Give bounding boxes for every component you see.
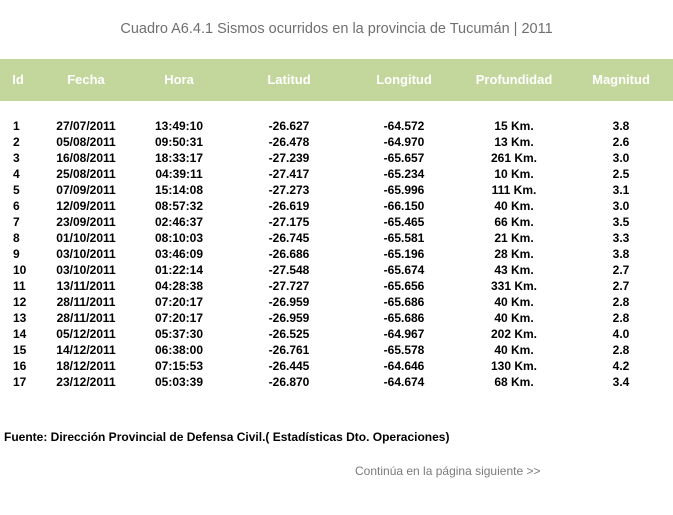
cell-fecha: 28/11/2011 <box>56 311 116 325</box>
column-header-profundidad: Profundidad <box>475 72 553 87</box>
cell-id: 2 <box>13 135 20 149</box>
table-row <box>0 246 673 262</box>
cell-id: 17 <box>13 375 27 389</box>
cell-id: 3 <box>13 151 20 165</box>
cell-hora: 09:50:31 <box>154 135 204 149</box>
table-row <box>0 166 673 182</box>
cell-hora: 08:10:03 <box>154 231 204 245</box>
cell-longitud: -64.674 <box>383 375 425 389</box>
cell-fecha: 01/10/2011 <box>56 231 116 245</box>
cell-hora: 06:38:00 <box>154 343 204 357</box>
cell-longitud: -65.581 <box>383 231 425 245</box>
cell-magnitud: 3.8 <box>612 119 630 133</box>
cell-id: 1 <box>13 119 20 133</box>
cell-latitud: -26.870 <box>268 375 310 389</box>
cell-magnitud: 3.4 <box>612 375 630 389</box>
cell-longitud: -66.150 <box>383 199 425 213</box>
cell-hora: 05:03:39 <box>154 375 204 389</box>
cell-latitud: -26.686 <box>268 247 310 261</box>
cell-fecha: 03/10/2011 <box>56 263 116 277</box>
cell-id: 7 <box>13 215 20 229</box>
column-header-longitud: Longitud <box>376 72 432 87</box>
cell-profundidad: 40 Km. <box>494 199 534 213</box>
table-row <box>0 182 673 198</box>
cell-fecha: 12/09/2011 <box>56 199 116 213</box>
table-row <box>0 118 673 134</box>
cell-latitud: -27.727 <box>268 279 310 293</box>
cell-fecha: 05/08/2011 <box>56 135 116 149</box>
cell-fecha: 14/12/2011 <box>56 343 116 357</box>
table-row <box>0 310 673 326</box>
cell-hora: 08:57:32 <box>154 199 204 213</box>
cell-longitud: -65.657 <box>383 151 425 165</box>
table-row <box>0 198 673 214</box>
cell-latitud: -26.627 <box>268 119 310 133</box>
column-header-fecha: Fecha <box>67 72 105 87</box>
continue-link[interactable]: Continúa en la página siguiente >> <box>355 464 541 478</box>
cell-hora: 02:46:37 <box>154 215 204 229</box>
cell-magnitud: 3.1 <box>612 183 630 197</box>
cell-profundidad: 202 Km. <box>490 327 538 341</box>
cell-profundidad: 68 Km. <box>494 375 534 389</box>
cell-longitud: -65.234 <box>383 167 425 181</box>
cell-longitud: -64.970 <box>383 135 425 149</box>
table-row <box>0 358 673 374</box>
cell-profundidad: 331 Km. <box>490 279 538 293</box>
table-row <box>0 262 673 278</box>
cell-magnitud: 4.0 <box>612 327 630 341</box>
cell-longitud: -65.996 <box>383 183 425 197</box>
cell-magnitud: 2.7 <box>612 263 630 277</box>
cell-hora: 07:20:17 <box>154 295 204 309</box>
cell-fecha: 28/11/2011 <box>56 295 116 309</box>
column-header-magnitud: Magnitud <box>592 72 650 87</box>
cell-fecha: 07/09/2011 <box>56 183 116 197</box>
table-row <box>0 326 673 342</box>
cell-latitud: -27.548 <box>268 263 310 277</box>
cell-magnitud: 2.8 <box>612 295 630 309</box>
cell-fecha: 03/10/2011 <box>56 247 116 261</box>
cell-hora: 13:49:10 <box>154 119 204 133</box>
cell-magnitud: 4.2 <box>612 359 630 373</box>
cell-magnitud: 3.0 <box>612 151 630 165</box>
cell-latitud: -26.619 <box>268 199 310 213</box>
cell-fecha: 13/11/2011 <box>56 279 116 293</box>
cell-longitud: -65.674 <box>383 263 425 277</box>
cell-fecha: 18/12/2011 <box>56 359 116 373</box>
table-row <box>0 134 673 150</box>
table-header <box>0 59 673 101</box>
cell-magnitud: 2.6 <box>612 135 630 149</box>
cell-profundidad: 261 Km. <box>490 151 538 165</box>
cell-id: 11 <box>13 279 26 293</box>
cell-longitud: -64.646 <box>383 359 425 373</box>
cell-latitud: -27.417 <box>268 167 310 181</box>
cell-longitud: -65.656 <box>383 279 425 293</box>
cell-id: 15 <box>13 343 27 357</box>
cell-latitud: -27.175 <box>268 215 310 229</box>
cell-latitud: -26.761 <box>268 343 310 357</box>
table-row <box>0 294 673 310</box>
cell-id: 14 <box>13 327 27 341</box>
cell-profundidad: 10 Km. <box>494 167 534 181</box>
cell-profundidad: 66 Km. <box>494 215 534 229</box>
cell-id: 9 <box>13 247 20 261</box>
cell-latitud: -26.525 <box>268 327 310 341</box>
cell-magnitud: 2.5 <box>612 167 630 181</box>
cell-longitud: -65.465 <box>383 215 425 229</box>
cell-longitud: -65.196 <box>383 247 425 261</box>
column-header-hora: Hora <box>164 72 194 87</box>
table-row <box>0 214 673 230</box>
table-row <box>0 150 673 166</box>
cell-profundidad: 111 Km. <box>491 183 537 197</box>
cell-longitud: -65.686 <box>383 295 425 309</box>
cell-profundidad: 40 Km. <box>494 295 534 309</box>
cell-longitud: -64.572 <box>383 119 425 133</box>
cell-hora: 07:15:53 <box>154 359 204 373</box>
cell-longitud: -65.686 <box>383 311 425 325</box>
cell-profundidad: 43 Km. <box>494 263 534 277</box>
cell-id: 4 <box>13 167 20 181</box>
page-title: Cuadro A6.4.1 Sismos ocurridos en la provincia de Tucumán | 2011 <box>120 21 553 37</box>
cell-hora: 04:39:11 <box>155 167 203 181</box>
cell-id: 6 <box>13 199 20 213</box>
cell-hora: 07:20:17 <box>154 311 204 325</box>
table-body <box>0 118 673 390</box>
cell-hora: 15:14:08 <box>154 183 204 197</box>
cell-fecha: 05/12/2011 <box>56 327 116 341</box>
cell-magnitud: 2.7 <box>612 279 630 293</box>
cell-hora: 03:46:09 <box>154 247 204 261</box>
cell-profundidad: 40 Km. <box>494 343 534 357</box>
cell-magnitud: 2.8 <box>612 343 630 357</box>
cell-profundidad: 13 Km. <box>494 135 534 149</box>
cell-magnitud: 3.8 <box>612 247 630 261</box>
cell-latitud: -27.273 <box>268 183 310 197</box>
cell-profundidad: 130 Km. <box>490 359 538 373</box>
cell-magnitud: 3.0 <box>612 199 630 213</box>
cell-magnitud: 2.8 <box>612 311 630 325</box>
cell-fecha: 23/12/2011 <box>56 375 116 389</box>
cell-profundidad: 40 Km. <box>494 311 534 325</box>
cell-latitud: -26.959 <box>268 295 310 309</box>
cell-fecha: 27/07/2011 <box>56 119 116 133</box>
column-header-latitud: Latitud <box>267 72 311 87</box>
cell-id: 16 <box>13 359 27 373</box>
cell-fecha: 23/09/2011 <box>56 215 116 229</box>
cell-hora: 01:22:14 <box>154 263 204 277</box>
column-header-id: Id <box>12 72 24 87</box>
cell-magnitud: 3.3 <box>612 231 630 245</box>
cell-latitud: -26.959 <box>268 311 310 325</box>
cell-longitud: -65.578 <box>383 343 425 357</box>
cell-latitud: -26.745 <box>268 231 310 245</box>
source-note: Fuente: Dirección Provincial de Defensa Civil.( Estadísticas Dto. Operaciones) <box>4 430 450 444</box>
cell-profundidad: 28 Km. <box>494 247 534 261</box>
table-row <box>0 278 673 294</box>
cell-latitud: -26.445 <box>268 359 310 373</box>
table-row <box>0 342 673 358</box>
cell-magnitud: 3.5 <box>612 215 630 229</box>
cell-profundidad: 15 Km. <box>494 119 534 133</box>
cell-hora: 05:37:30 <box>154 327 204 341</box>
table-row <box>0 374 673 390</box>
cell-id: 8 <box>13 231 20 245</box>
cell-profundidad: 21 Km. <box>494 231 534 245</box>
cell-fecha: 25/08/2011 <box>56 167 116 181</box>
cell-id: 5 <box>13 183 20 197</box>
cell-fecha: 16/08/2011 <box>56 151 116 165</box>
cell-latitud: -26.478 <box>268 135 310 149</box>
cell-latitud: -27.239 <box>268 151 310 165</box>
table-row <box>0 230 673 246</box>
cell-hora: 18:33:17 <box>154 151 204 165</box>
cell-longitud: -64.967 <box>383 327 425 341</box>
cell-id: 12 <box>13 295 27 309</box>
cell-hora: 04:28:38 <box>154 279 204 293</box>
cell-id: 13 <box>13 311 27 325</box>
cell-id: 10 <box>13 263 27 277</box>
